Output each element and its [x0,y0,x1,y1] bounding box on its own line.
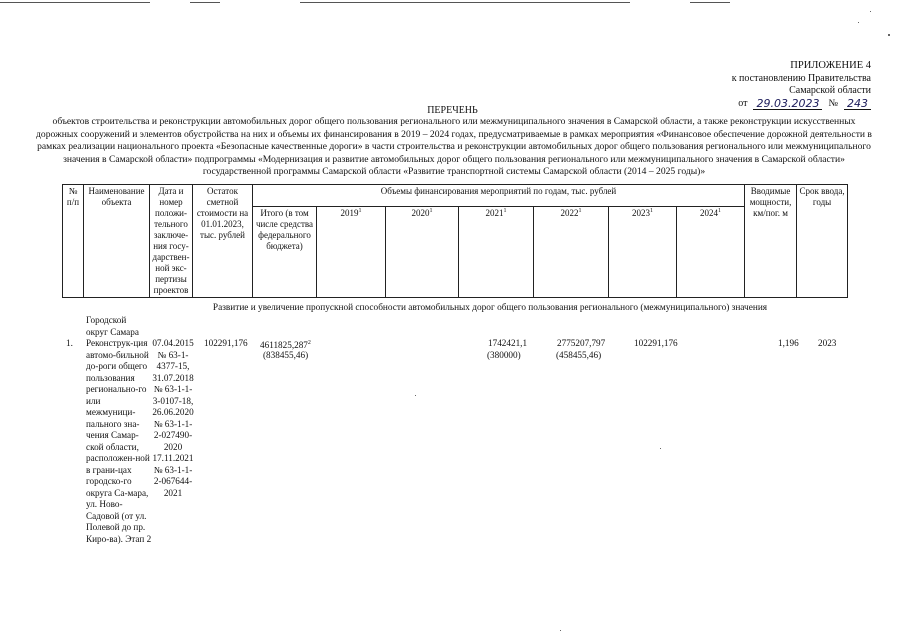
scan-artifact-line [190,2,220,3]
scan-artifact-line [300,2,630,3]
total-value: 4611825,287$^2$ [260,340,311,351]
term-value: 2023 [818,338,837,348]
header-num: № п/п [63,185,84,298]
scan-artifact-line [0,2,150,3]
value-2022: 2775207,797 [557,338,606,348]
section-heading: Развитие и увеличение пропускной способности автомобильных дорог общего пользования регионального (межмуниципального) значения [212,303,768,313]
decree-date: 29.03.2023 [753,98,822,111]
financing-table [62,184,848,298]
document-title: ПЕРЕЧЕНЬ [427,105,478,116]
header-year-2023: 2023$^1$ [609,206,677,297]
total-federal-value: (838455,46) [263,349,309,360]
value-2022-federal: (458455,46) [556,349,602,360]
capacity-value: 1,196 [778,338,799,348]
district-label: Городской округ Самара [86,315,139,337]
header-object-name: Наименование объекта [84,185,150,298]
scan-speck [858,22,859,23]
appendix-line-2: Самарской области [789,85,871,96]
value-2023: 102291,176 [634,338,678,348]
object-name: Реконструк-ция автомо-бильной до-роги общего пользования регионально-го или межмуници-пального зна-чения Самар-ской области, расположен-ной в грани-цах городско-го округа Са-мара, ул. Ново-Садовой (от ул. Полевой до пр. Киро-ва). Этап 2 [86,338,152,544]
number-prefix: № [828,97,838,109]
expertise-conclusions: 07.04.2015 № 63-1-4377-15, 31.07.2018 № 63-1-1-3-0107-18, 26.06.2020 № 63-1-1-2-027490-2020 17.11.2021 № 63-1-1-2-067644-2021 [152,338,194,498]
scan-speck [870,11,871,12]
document-subtitle: объектов строительства и реконструкции автомобильных дорог общего пользования регионального или межмуниципального значения в Самарской области, а также реконструкции искусственных дорожных сооружений и элементов обустройства на них и объемы их финансирования в 2019 – 2024 годах, предусматриваемые в рамках мероприятия «Финансовое обеспечение дорожной деятельности в рамках реализации национального проекта «Безопасные качественные дороги» в части строительства и реконструкции автомобильных дорог общего пользования регионального или межмуниципального значения в Самарской области» подпрограммы «Модернизация и развитие автомобильных дорог общего пользования регионального или межмуниципального значения в Самарской области» государственной программы Самарской области «Развитие транспортной системы Самарской области (2014 – 2025 годы)» [36,116,872,177]
scan-speck [415,395,416,396]
scan-speck [660,448,661,449]
header-total: Итого (в том числе средства федерального бюджета) [253,206,317,297]
decree-number: 243 [844,98,871,111]
appendix-title: ПРИЛОЖЕНИЕ 4 [790,60,871,71]
date-prefix: от [738,97,748,109]
header-year-2022: 2022$^1$ [534,206,609,297]
header-remaining-cost: Остаток сметной стоимости на 01.01.2023, тыс. рублей [193,185,253,298]
header-year-2019: 2019$^1$ [317,206,386,297]
header-year-2020: 2020$^1$ [386,206,459,297]
header-year-2024: 2024$^1$ [677,206,745,297]
scan-speck [560,630,561,631]
scan-artifact-line [690,2,730,3]
header-funding-volumes: Объемы финансирования мероприятий по годам, тыс. рублей [253,185,745,207]
value-2021-federal: (380000) [487,349,521,360]
appendix-line-1: к постановлению Правительства [731,72,871,84]
header-term: Срок ввода, годы [797,185,848,298]
header-capacity: Вводимые мощности, км/пог. м [745,185,797,298]
appendix-header [651,60,871,110]
value-2021: 1742421,1 [488,338,528,348]
row-number: 1. [66,338,73,348]
header-year-2021: 2021$^1$ [459,206,534,297]
header-expertise: Дата и номер положи-тельного заключе-ния госу-дарствен-ной экс-пертизы проектов [150,185,193,298]
scan-speck [888,34,890,36]
remaining-cost-value: 102291,176 [204,338,248,348]
